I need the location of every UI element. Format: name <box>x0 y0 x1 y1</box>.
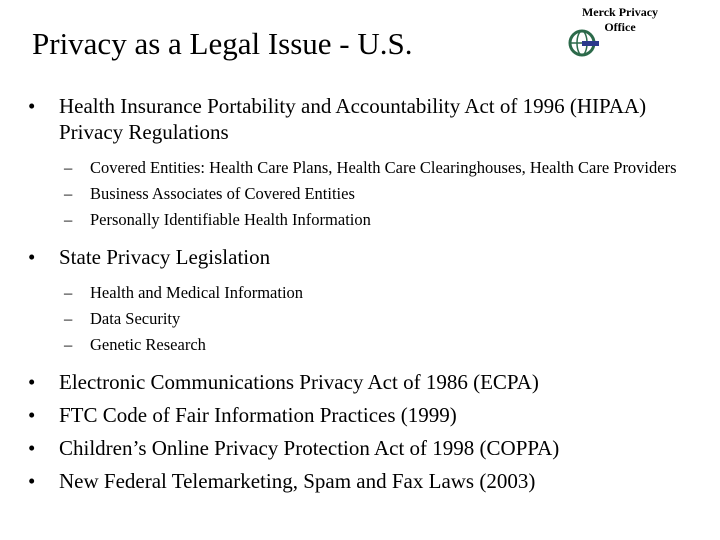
sub-item-text: Covered Entities: Health Care Plans, Health Care Clearinghouses, Health Care Providers <box>90 158 677 177</box>
bullet-text: State Privacy Legislation <box>59 245 271 269</box>
dash-marker: – <box>64 210 73 229</box>
sub-item-health-information <box>0 209 720 230</box>
bullet-marker: • <box>28 436 36 460</box>
dash-marker: – <box>64 283 73 302</box>
bullet-item-telemarketing-laws <box>0 468 720 494</box>
bullet-marker: • <box>28 370 36 394</box>
sub-item-text: Data Security <box>90 309 181 328</box>
slide-title: Privacy as a Legal Issue - U.S. <box>32 26 413 61</box>
sub-item-covered-entities <box>0 157 720 178</box>
bullet-item-hipaa <box>0 93 720 145</box>
bullet-marker: • <box>28 469 36 493</box>
bullet-item-ecpa <box>0 369 720 395</box>
dash-marker: – <box>64 158 73 177</box>
merck-privacy-logo <box>562 5 678 63</box>
bullet-text: Health Insurance Portability and Accountability Act of 1996 (HIPAA) Privacy Regulations <box>59 94 647 144</box>
dash-marker: – <box>64 184 73 203</box>
sub-item-text: Business Associates of Covered Entities <box>90 184 355 203</box>
sub-item-text: Genetic Research <box>90 335 206 354</box>
logo-text-line2: Office <box>604 20 636 34</box>
sub-item-data-security <box>0 308 720 329</box>
bullet-item-ftc-code <box>0 402 720 428</box>
sub-item-business-associates <box>0 183 720 204</box>
sub-item-text: Personally Identifiable Health Information <box>90 210 371 229</box>
globe-arrow-icon <box>568 27 600 59</box>
bullet-text: FTC Code of Fair Information Practices (1999) <box>59 403 457 427</box>
bullet-item-coppa <box>0 435 720 461</box>
bullet-text: Electronic Communications Privacy Act of 1986 (ECPA) <box>59 370 539 394</box>
bullet-marker: • <box>28 403 36 427</box>
dash-marker: – <box>64 309 73 328</box>
sub-item-genetic-research <box>0 334 720 355</box>
sub-item-text: Health and Medical Information <box>90 283 304 302</box>
bullet-list <box>0 86 720 494</box>
bullet-marker: • <box>28 245 36 269</box>
bullet-text: Children’s Online Privacy Protection Act of 1998 (COPPA) <box>59 436 560 460</box>
logo-text-line1: Merck Privacy <box>581 5 659 19</box>
bullet-marker: • <box>28 94 36 118</box>
bullet-text: New Federal Telemarketing, Spam and Fax Laws (2003) <box>59 469 536 493</box>
dash-marker: – <box>64 335 73 354</box>
sub-item-medical-information <box>0 282 720 303</box>
bullet-item-state-legislation <box>0 244 720 270</box>
